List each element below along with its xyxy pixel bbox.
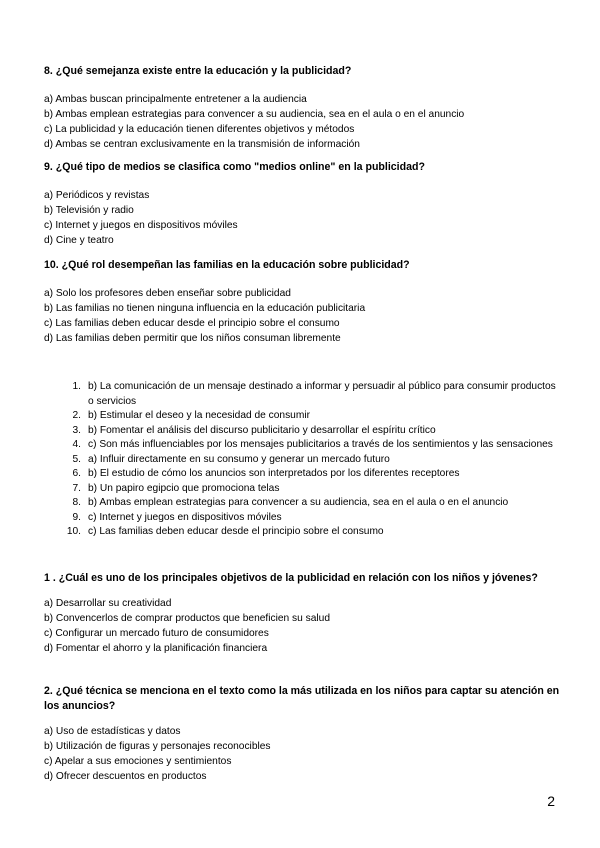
question-title: 1 . ¿Cuál es uno de los principales objetivos de la publicidad en relación con los niños y jóvenes? bbox=[44, 572, 538, 584]
option: c) La publicidad y la educación tienen diferentes objetivos y métodos bbox=[44, 124, 355, 135]
option: a) Ambas buscan principalmente entretener a la audiencia bbox=[44, 94, 307, 105]
answer-item: 9. c) Internet y juegos en dispositivos móviles bbox=[72, 511, 282, 523]
question-title: 10. ¿Qué rol desempeñan las familias en la educación sobre publicidad? bbox=[44, 259, 410, 271]
option: d) Fomentar el ahorro y la planificación financiera bbox=[44, 643, 268, 654]
answer-item: 1. b) La comunicación de un mensaje destinado a informar y persuadir al público para consumir productos o servicios bbox=[72, 381, 556, 407]
option: b) Ambas emplean estrategias para convencer a su audiencia, sea en el aula o en el anuncio bbox=[44, 109, 465, 120]
answer-item: 4. c) Son más influenciables por los mensajes publicitarios a través de los sentimientos y las sensaciones bbox=[72, 439, 553, 450]
question-10 bbox=[44, 258, 560, 346]
option: a) Periódicos y revistas bbox=[44, 190, 150, 201]
answer-item: 2. b) Estimular el deseo y la necesidad de consumir bbox=[72, 410, 310, 421]
option: d) Cine y teatro bbox=[44, 235, 114, 246]
page-number: 2 bbox=[547, 793, 555, 809]
option: b) Las familias no tienen ninguna influencia en la educación publicitaria bbox=[44, 303, 366, 314]
option: c) Internet y juegos en dispositivos móviles bbox=[44, 220, 238, 231]
answer-item: 6. b) El estudio de cómo los anuncios son interpretados por los diferentes receptores bbox=[72, 468, 460, 479]
option: d) Las familias deben permitir que los niños consuman libremente bbox=[44, 333, 341, 344]
option: b) Convencerlos de comprar productos que beneficien su salud bbox=[44, 613, 330, 624]
answer-key-list bbox=[44, 380, 564, 540]
option: c) Las familias deben educar desde el principio sobre el consumo bbox=[44, 318, 340, 329]
option: a) Uso de estadísticas y datos bbox=[44, 726, 181, 737]
question-title: 8. ¿Qué semejanza existe entre la educación y la publicidad? bbox=[44, 65, 352, 77]
option: a) Desarrollar su creatividad bbox=[44, 598, 172, 609]
question-1 bbox=[44, 571, 560, 656]
question-9 bbox=[44, 160, 560, 248]
question-8 bbox=[44, 64, 560, 152]
option: d) Ofrecer descuentos en productos bbox=[44, 771, 207, 782]
answer-item: 10. c) Las familias deben educar desde el principio sobre el consumo bbox=[66, 526, 384, 537]
question-title: 9. ¿Qué tipo de medios se clasifica como "medios online" en la publicidad? bbox=[44, 161, 425, 173]
question-2 bbox=[44, 684, 560, 784]
answer-item: 7. b) Un papiro egipcio que promociona telas bbox=[72, 482, 280, 494]
answer-item: 3. b) Fomentar el análisis del discurso publicitario y desarrollar el espíritu crítico bbox=[72, 424, 436, 436]
option: a) Solo los profesores deben enseñar sobre publicidad bbox=[44, 288, 291, 299]
answer-item: 5. a) Influir directamente en su consumo y generar un mercado futuro bbox=[72, 453, 390, 465]
option: c) Configurar un mercado futuro de consumidores bbox=[44, 628, 269, 639]
question-title: 2. ¿Qué técnica se menciona en el texto como la más utilizada en los niños para captar su atención en los anuncios? bbox=[44, 685, 560, 712]
option: d) Ambas se centran exclusivamente en la transmisión de información bbox=[44, 139, 360, 150]
option: c) Apelar a sus emociones y sentimientos bbox=[44, 756, 232, 767]
option: b) Utilización de figuras y personajes reconocibles bbox=[44, 741, 271, 752]
answer-item: 8. b) Ambas emplean estrategias para convencer a su audiencia, sea en el aula o en el anuncio bbox=[72, 497, 509, 508]
option: b) Televisión y radio bbox=[44, 205, 134, 216]
